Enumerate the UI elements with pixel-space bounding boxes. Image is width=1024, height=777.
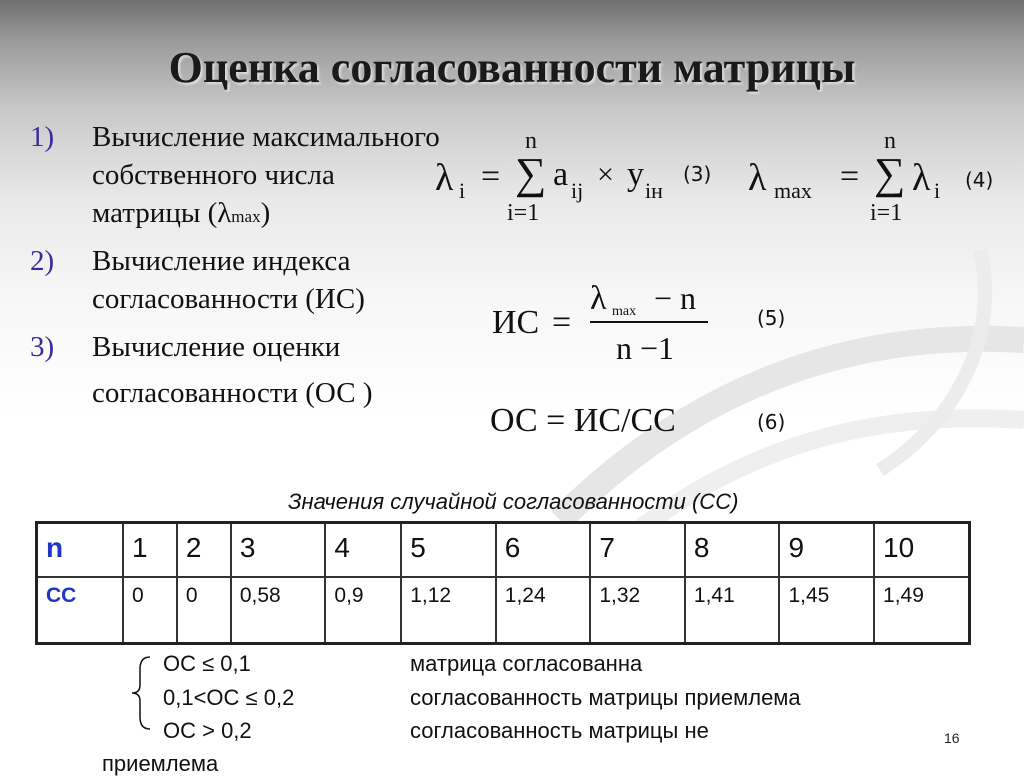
rule-meaning: согласованность матрицы приемлема	[410, 685, 801, 710]
table-cell: 1,12	[401, 577, 496, 644]
rule-condition: ОС > 0,2	[163, 718, 252, 743]
list-item	[30, 118, 450, 236]
fraction-bar	[590, 321, 708, 323]
table-cell: 8	[685, 523, 780, 578]
table-cell: 1,49	[874, 577, 969, 644]
list-text: Вычисление оценки согласованности (ОС )	[92, 331, 373, 409]
table-cell: 2	[177, 523, 231, 578]
formula-6: ОС = ИС/СС	[490, 402, 676, 439]
formula-term: a	[553, 156, 569, 193]
table-cell: 1,45	[779, 577, 874, 644]
formula-subscript: ij	[571, 178, 584, 203]
formula-numerator-tail: − n	[654, 280, 697, 316]
table-cell: 1,32	[590, 577, 685, 644]
table-cell: 1,24	[496, 577, 591, 644]
formula-lambda: λ	[435, 157, 454, 199]
table-cell: 1	[123, 523, 177, 578]
table-cell: 6	[496, 523, 591, 578]
steps-list	[30, 118, 450, 422]
sum-upper-limit: n	[525, 128, 537, 154]
rule-condition: 0,1<ОС ≤ 0,2	[163, 685, 295, 710]
formula-lhs: ИС	[492, 304, 540, 341]
formula-subscript: iн	[645, 178, 663, 203]
formula-lambda: λ	[748, 157, 767, 199]
table-cell: 9	[779, 523, 874, 578]
formula-4	[748, 128, 968, 238]
formula-subscript: max	[774, 178, 812, 203]
table-cell: 0,58	[231, 577, 326, 644]
page-number: 16	[944, 730, 960, 746]
sum-symbol: ∑	[515, 149, 547, 198]
table-row	[37, 577, 970, 644]
formula-equals: =	[840, 158, 860, 195]
table-cell: 3	[231, 523, 326, 578]
slide-title: Оценка согласованности матрицы	[168, 43, 856, 92]
table-caption: Значения случайной согласованности (СС)	[288, 489, 739, 514]
random-consistency-table	[35, 521, 971, 645]
rule-meaning: матрица согласованна	[410, 651, 643, 676]
formula-subscript: max	[612, 304, 637, 319]
sum-lower-limit: i=1	[507, 200, 540, 226]
equation-number-4: (4)	[965, 168, 994, 192]
formula-subscript: i	[459, 178, 466, 203]
table-cell: 5	[401, 523, 496, 578]
times-sign: ×	[597, 158, 614, 191]
list-item	[30, 324, 450, 416]
formula-term: y	[627, 156, 644, 193]
table-cell: 1,41	[685, 577, 780, 644]
formula-lambda: λ	[590, 280, 607, 317]
consistency-rules	[0, 645, 1024, 776]
sum-upper-limit: n	[884, 128, 896, 154]
formula-lambda: λ	[912, 157, 931, 199]
rule-meaning-wrap: приемлема	[102, 751, 219, 776]
list-number: 3)	[30, 331, 55, 363]
table-cell: 0	[123, 577, 177, 644]
row-header-n: n	[37, 523, 124, 578]
list-item	[30, 242, 450, 318]
equation-number-3: (3)	[683, 162, 712, 186]
formula-denominator: n −1	[616, 330, 675, 366]
rule-condition: ОС ≤ 0,1	[163, 651, 251, 676]
list-number: 1)	[30, 121, 55, 153]
equation-number-5: (5)	[757, 306, 786, 330]
list-text: Вычисление индекса согласованности (ИС)	[92, 245, 365, 315]
formula-subscript: i	[934, 178, 941, 203]
row-header-cc: СС	[37, 577, 124, 644]
table-cell: 10	[874, 523, 969, 578]
sum-lower-limit: i=1	[870, 200, 903, 226]
table-cell: 0,9	[325, 577, 401, 644]
list-number: 2)	[30, 245, 55, 277]
formula-equals: =	[552, 304, 572, 341]
rule-meaning: согласованность матрицы не	[410, 718, 709, 743]
formula-5	[492, 280, 722, 380]
equation-number-6: (6)	[757, 410, 786, 434]
formula-equals: =	[481, 158, 501, 195]
list-text-tail: )	[260, 197, 271, 229]
sum-symbol: ∑	[874, 149, 906, 198]
table-cell: 7	[590, 523, 685, 578]
table-row	[37, 523, 970, 578]
list-text: Вычисление максимального собственного числа матрицы (λ	[92, 121, 440, 229]
table-cell: 4	[325, 523, 401, 578]
table-cell: 0	[177, 577, 231, 644]
list-subscript: max	[231, 207, 261, 226]
